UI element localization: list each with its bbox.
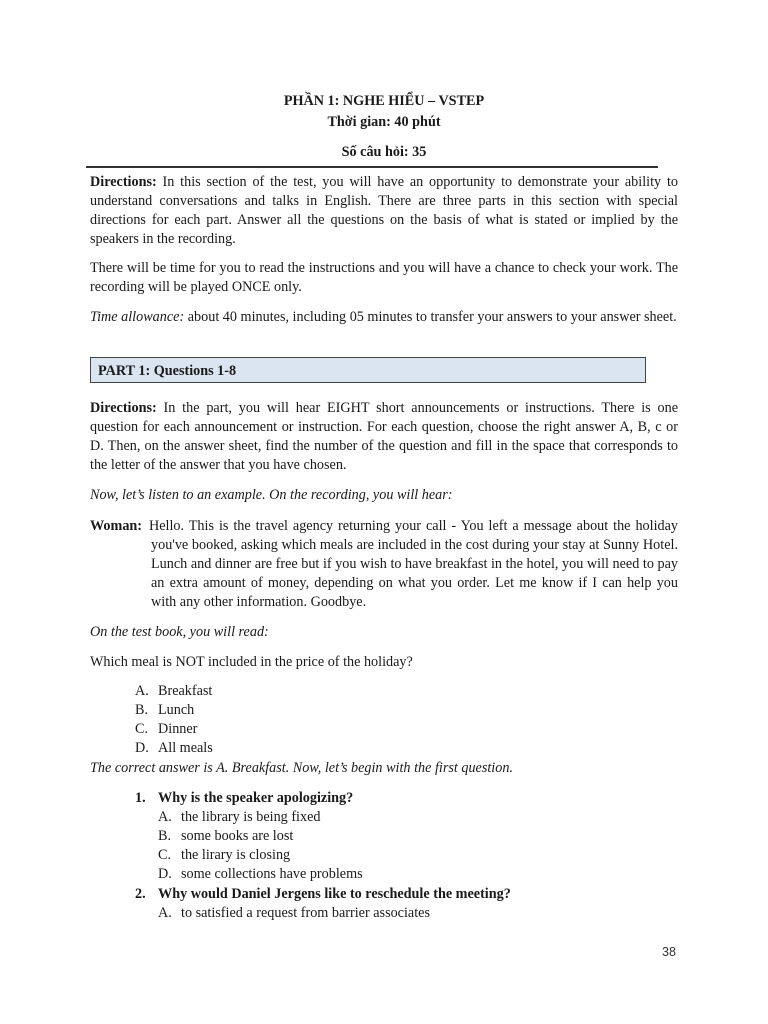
example-option [135,701,675,720]
question-text: Why would Daniel Jergens like to reschedule the meeting? [158,886,511,902]
page-number: 38 [662,945,676,959]
option-letter: B. [158,828,172,844]
time-limit: Thời gian: 40 phút [327,114,441,130]
option-letter: C. [135,721,149,737]
question-2 [135,885,675,904]
answer-option [158,808,678,827]
correct-answer-note: The correct answer is A. Breakfast. Now, let’s begin with the first question. [90,760,513,776]
option-letter: D. [135,740,149,756]
example-question: Which meal is NOT included in the price of the holiday? [90,654,413,670]
time-allowance-text: about 40 minutes, including 05 minutes to transfer your answers to your answer sheet. [184,309,677,325]
time-allowance-label: Time allowance: [90,309,185,325]
question-number: 2. [135,886,146,902]
example-option [135,739,675,758]
speaker-label: Woman: [90,518,143,534]
example-intro: Now, let’s listen to an example. On the recording, you will hear: [90,487,453,503]
directions-label: Directions: [90,174,157,190]
question-text: Why is the speaker apologizing? [158,790,354,806]
answer-option [158,827,678,846]
question-count: Số câu hỏi: 35 [341,144,427,160]
answer-option [158,846,678,865]
option-text: the lirary is closing [181,847,291,863]
part1-directions [90,399,678,475]
option-text: Breakfast [158,683,213,699]
option-text: some collections have problems [181,866,363,882]
option-letter: A. [158,905,172,921]
part1-directions-label: Directions: [90,400,157,416]
option-text: All meals [158,740,213,756]
option-letter: A. [135,683,149,699]
header-divider [86,166,658,168]
option-text: to satisfied a request from barrier associates [181,905,430,921]
transcript-text: Hello. This is the travel agency returning your call - You left a message about the holiday you've booked, asking which meals are included in the cost during your stay at Sunny Hotel. Lunch and dinner are free but if you wish to have breakfast in the hotel, you will need to pay an extra amount of money, depending on what you order. Let me know if I can help you with any other information. Goodbye. [149,518,678,610]
directions-text: In this section of the test, you will have an opportunity to demonstrate your ability to understand conversations and talks in English. There are three parts in this section with special directions for each part. Answer all the questions on the basis of what is stated or implied by the speakers in the recording. [90,174,678,247]
test-book-note: On the test book, you will read: [90,624,269,640]
option-text: some books are lost [181,828,294,844]
answer-option [158,865,678,884]
option-letter: A. [158,809,172,825]
option-text: Dinner [158,721,198,737]
answer-option [158,904,678,923]
example-options [135,682,675,758]
option-letter: C. [158,847,172,863]
example-option [135,720,675,739]
part1-directions-text: In the part, you will hear EIGHT short announcements or instructions. There is one question for each announcement or instruction. For each question, choose the right answer A, B, c or D. Then, on the answer sheet, find the number of the question and fill in the space that corresponds to the letter of the answer that you have chosen. [90,400,678,473]
section-title: PHẦN 1: NGHE HIỂU – VSTEP [283,93,485,109]
question-number: 1. [135,790,146,806]
intro-directions [90,173,678,249]
time-allowance [90,308,678,327]
option-text: Lunch [158,702,195,718]
example-option [135,682,675,701]
option-letter: D. [158,866,172,882]
option-letter: B. [135,702,149,718]
question-1-options [158,808,678,884]
question-1 [135,789,675,808]
question-2-options [158,904,678,923]
part1-header: PART 1: Questions 1-8 [90,357,646,383]
instructions-paragraph: There will be time for you to read the instructions and you will have a chance to check your work. The recording will be played ONCE only. [90,260,678,295]
option-text: the library is being fixed [181,809,321,825]
